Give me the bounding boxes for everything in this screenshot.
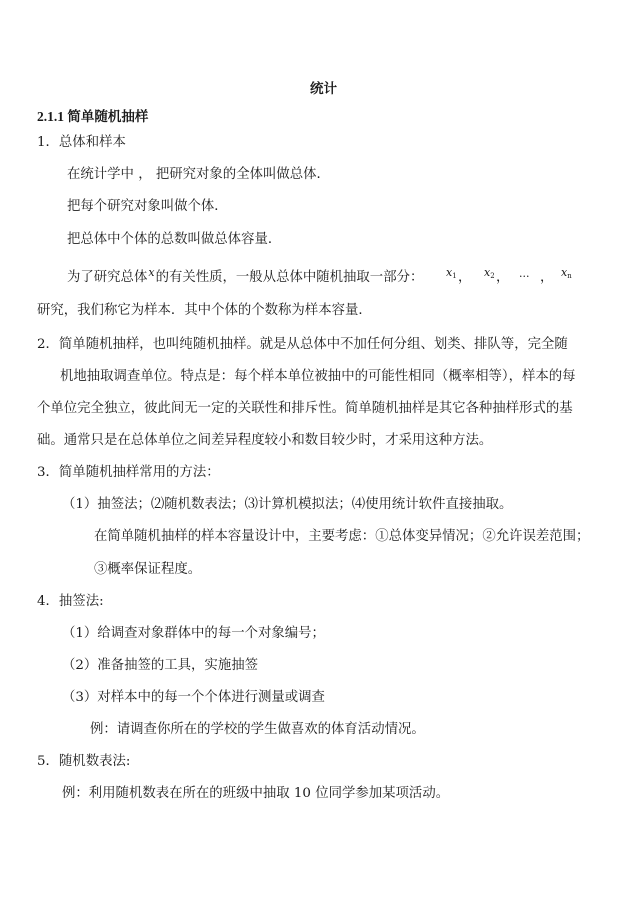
item2-line-3: 个单位完全独立，彼此间无一定的关联性和排斥性。简单随机抽样是其它各种抽样形式的基 [37, 401, 573, 416]
item1-heading: 1．总体和样本 [37, 135, 126, 150]
item3-design-line-1: 在简单随机抽样的样本容量设计中，主要考虑：①总体变异情况；②允许误差范围； [94, 529, 590, 544]
comma-3: ， [540, 270, 554, 285]
item1-paragraph-4 [67, 266, 424, 287]
variable-xn: $x_n$ [561, 266, 572, 280]
item2-line-2: 机地抽取调查单位。特点是：每个样本单位被抽中的可能性相同（概率相等），样本的每 [60, 369, 576, 384]
item4-example: 例：请调查你所在的学校的学生做喜欢的体育活动情况。 [90, 722, 425, 737]
item1-paragraph-1: 在统计学中 ， 把研究对象的全体叫做总体． [67, 167, 330, 182]
item4-step-2: （2）准备抽签的工具，实施抽签 [62, 658, 258, 673]
item1-paragraph-3: 把总体中个体的总数叫做总体容量． [67, 232, 282, 247]
item2-line-4: 础。通常只是在总体单位之间差异程度较小和数目较少时，才采用这种方法。 [37, 433, 493, 448]
item1-paragraph-2: 把每个研究对象叫做个体． [67, 199, 228, 214]
item2-line-1: 2．简单随机抽样，也叫纯随机抽样。就是从总体中不加任何分组、划类、排队等，完全随 [37, 337, 568, 352]
page-title: 统计 [310, 81, 337, 97]
variable-x1: $x_1$ [446, 266, 457, 280]
item3-heading: 3．简单随机抽样常用的方法： [37, 465, 220, 480]
item5-example: 例：利用随机数表在所在的班级中抽取 10 位同学参加某项活动。 [62, 786, 450, 801]
item4-step-3: （3）对样本中的每一个个体进行测量或调查 [62, 690, 325, 705]
item3-design-line-2: ③概率保证程度。 [94, 562, 202, 577]
variable-x2: $x_2$ [484, 266, 495, 280]
item1-p4-after: 的有关性质，一般从总体中随机抽取一部分： [155, 270, 424, 285]
item1-p4-before: 为了研究总体 [67, 270, 148, 285]
section-heading: 2.1.1 简单随机抽样 [37, 109, 149, 124]
ellipsis: ··· [519, 270, 530, 283]
comma-2: ， [496, 270, 510, 285]
comma-1: ， [458, 270, 472, 285]
item4-step-1: （1）给调查对象群体中的每一个对象编号； [62, 626, 325, 641]
item5-heading: 5．随机数表法: [37, 754, 131, 769]
item1-paragraph-5: 研究，我们称它为样本．其中个体的个数称为样本容量． [37, 303, 372, 318]
item4-heading: 4．抽签法: [37, 594, 104, 609]
variable-x: x [148, 266, 155, 279]
item3-methods: （1）抽签法；⑵随机数表法；⑶计算机模拟法；⑷使用统计软件直接抽取。 [62, 497, 513, 512]
